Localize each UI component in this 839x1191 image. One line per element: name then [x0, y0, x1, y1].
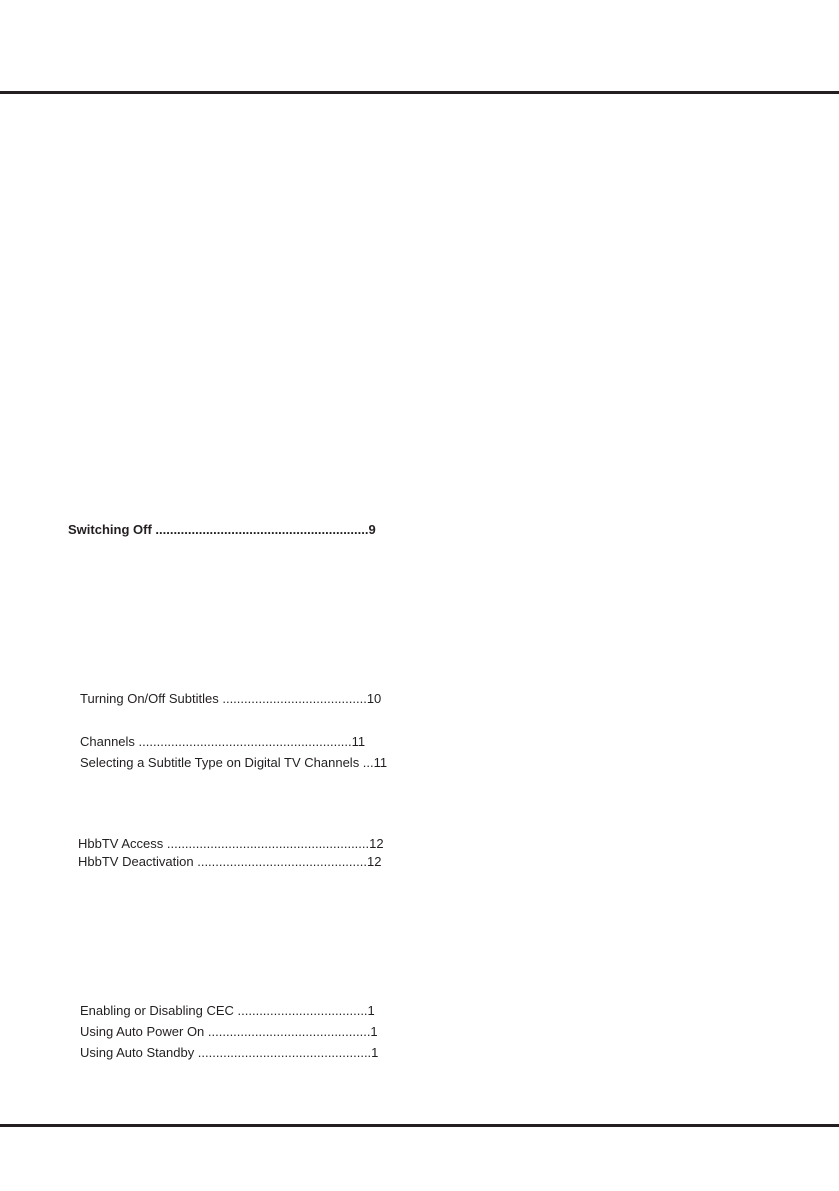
toc-entry-enabling-cec[interactable]: Enabling or Disabling CEC ....................................1 [80, 1003, 375, 1018]
toc-entry-switching-off[interactable]: Switching Off ...........................................................9 [68, 522, 376, 537]
toc-entry-hbbtv-deactivation[interactable]: HbbTV Deactivation ...............................................12 [78, 854, 382, 869]
toc-entry-channels[interactable]: Channels ...........................................................11 [80, 734, 366, 749]
toc-entry-hbbtv-access[interactable]: HbbTV Access ........................................................12 [78, 836, 384, 851]
toc-entry-auto-standby[interactable]: Using Auto Standby ................................................1 [80, 1045, 379, 1060]
footer-rule [0, 1124, 839, 1127]
toc-entry-turning-subtitles[interactable]: Turning On/Off Subtitles ........................................10 [80, 691, 382, 706]
header-rule [0, 91, 839, 94]
toc-entry-selecting-subtitle-type[interactable]: Selecting a Subtitle Type on Digital TV Channels ...11 [80, 755, 388, 770]
toc-entry-auto-power-on[interactable]: Using Auto Power On .............................................1 [80, 1024, 378, 1039]
